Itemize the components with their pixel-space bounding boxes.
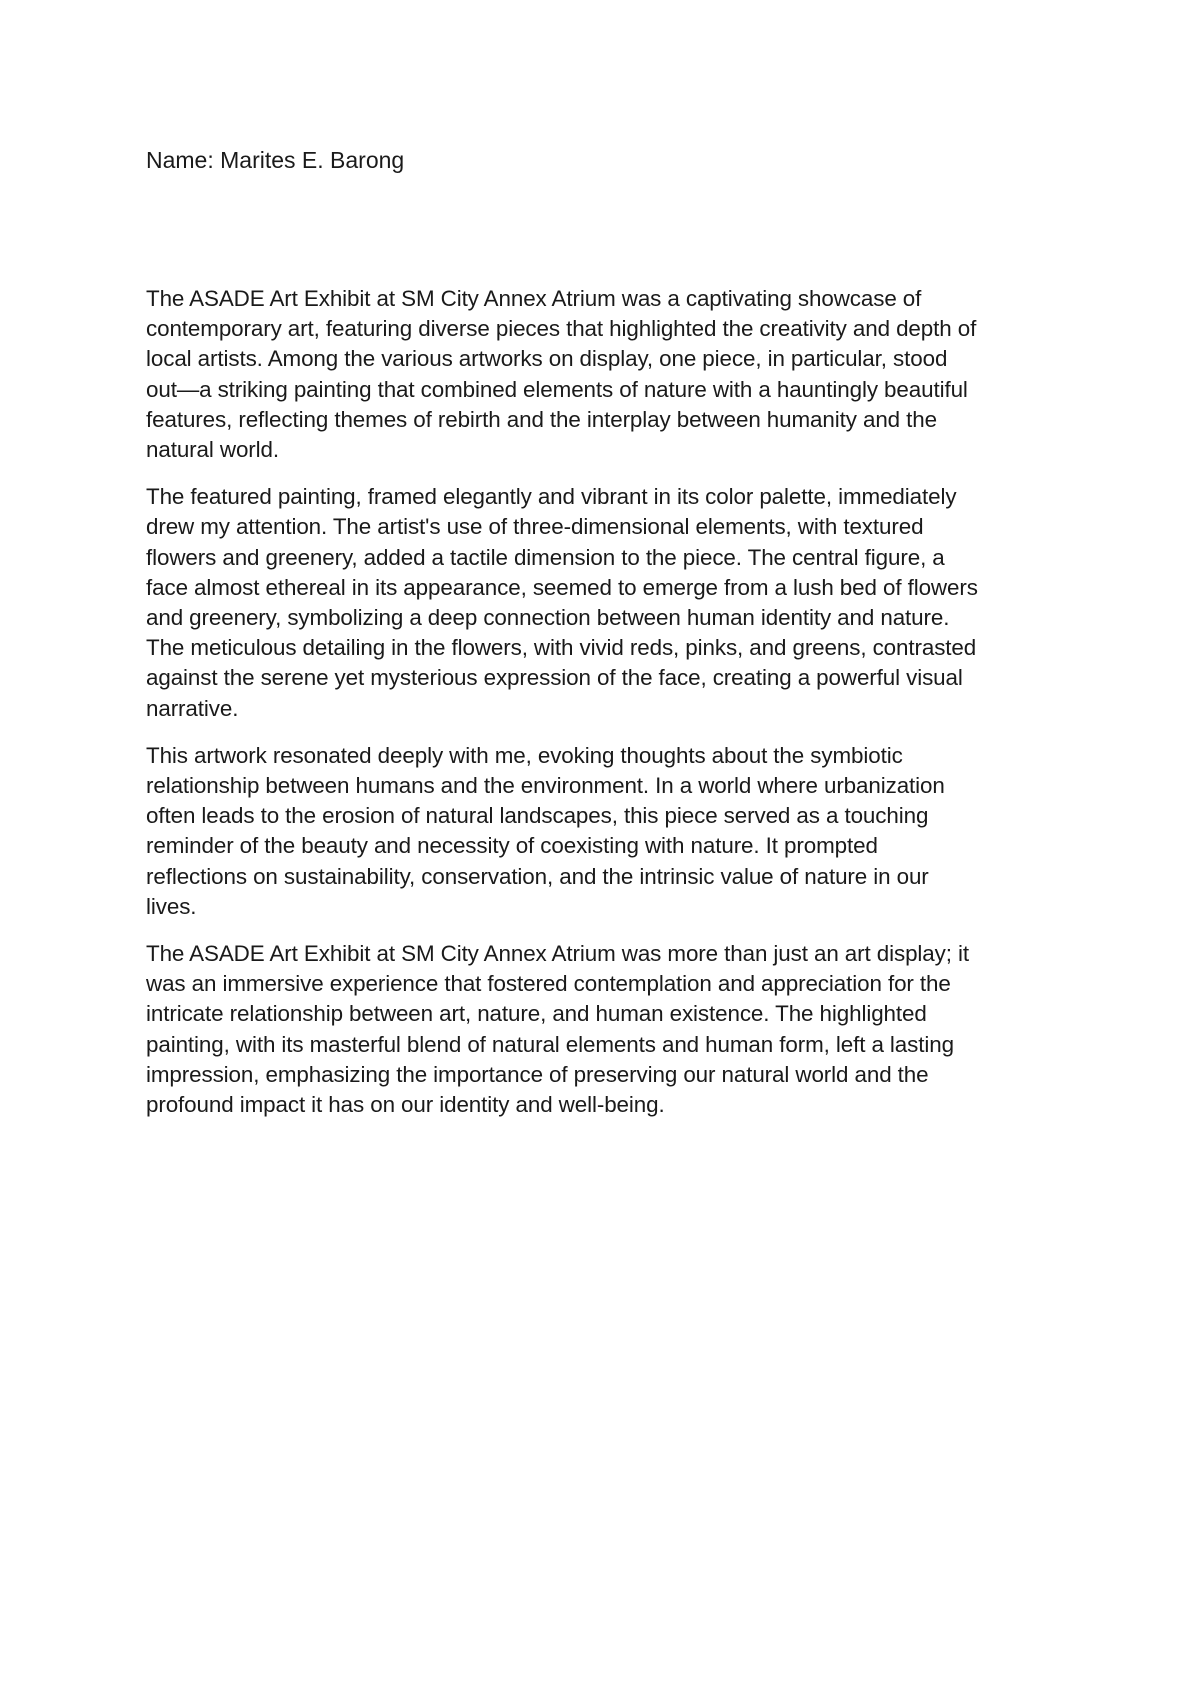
text-line: lives. — [146, 893, 197, 919]
text-line: reminder of the beauty and necessity of coexisting with nature. It prompted — [146, 833, 878, 859]
text-line: The ASADE Art Exhibit at SM City Annex Atrium was more than just an art display; it — [146, 941, 969, 967]
text-line: and greenery, symbolizing a deep connection between human identity and nature. — [146, 605, 950, 631]
text-line: impression, emphasizing the importance of preserving our natural world and the — [146, 1061, 929, 1087]
paragraph-3 — [146, 741, 1076, 922]
author-name-line: Name: Marites E. Barong — [146, 147, 405, 173]
text-line: out—a striking painting that combined elements of nature with a hauntingly beautiful — [146, 376, 968, 402]
text-line: face almost ethereal in its appearance, seemed to emerge from a lush bed of flowers — [146, 574, 978, 600]
text-line: natural world. — [146, 437, 280, 463]
text-line: features, reflecting themes of rebirth and the interplay between humanity and the — [146, 406, 937, 432]
essay-body — [146, 284, 1076, 1137]
text-line: local artists. Among the various artworks on display, one piece, in particular, stood — [146, 346, 948, 372]
text-line: The ASADE Art Exhibit at SM City Annex Atrium was a captivating showcase of — [146, 286, 922, 311]
text-line: This artwork resonated deeply with me, evoking thoughts about the symbiotic — [146, 742, 903, 768]
text-line: contemporary art, featuring diverse pieces that highlighted the creativity and depth of — [146, 316, 977, 342]
text-line: The featured painting, framed elegantly and vibrant in its color palette, immediately — [146, 484, 957, 510]
text-line: narrative. — [146, 695, 239, 721]
text-line: was an immersive experience that fostered contemplation and appreciation for the — [146, 971, 951, 997]
paragraph-4 — [146, 939, 1076, 1120]
text-line: intricate relationship between art, nature, and human existence. The highlighted — [146, 1001, 927, 1027]
text-line: reflections on sustainability, conservation, and the intrinsic value of nature in our — [146, 863, 929, 889]
text-line: painting, with its masterful blend of natural elements and human form, left a lasting — [146, 1031, 954, 1057]
text-line: flowers and greenery, added a tactile dimension to the piece. The central figure, a — [146, 544, 945, 570]
text-line: relationship between humans and the environment. In a world where urbanization — [146, 773, 945, 799]
text-line: profound impact it has on our identity and well-being. — [146, 1092, 665, 1118]
paragraph-2 — [146, 482, 1076, 724]
text-line: The meticulous detailing in the flowers, with vivid reds, pinks, and greens, contrasted — [146, 635, 977, 661]
text-line: drew my attention. The artist's use of three-dimensional elements, with textured — [146, 514, 924, 540]
text-line: against the serene yet mysterious expression of the face, creating a powerful visual — [146, 665, 963, 691]
paragraph-1 — [146, 284, 1076, 465]
text-line: often leads to the erosion of natural landscapes, this piece served as a touching — [146, 803, 929, 829]
